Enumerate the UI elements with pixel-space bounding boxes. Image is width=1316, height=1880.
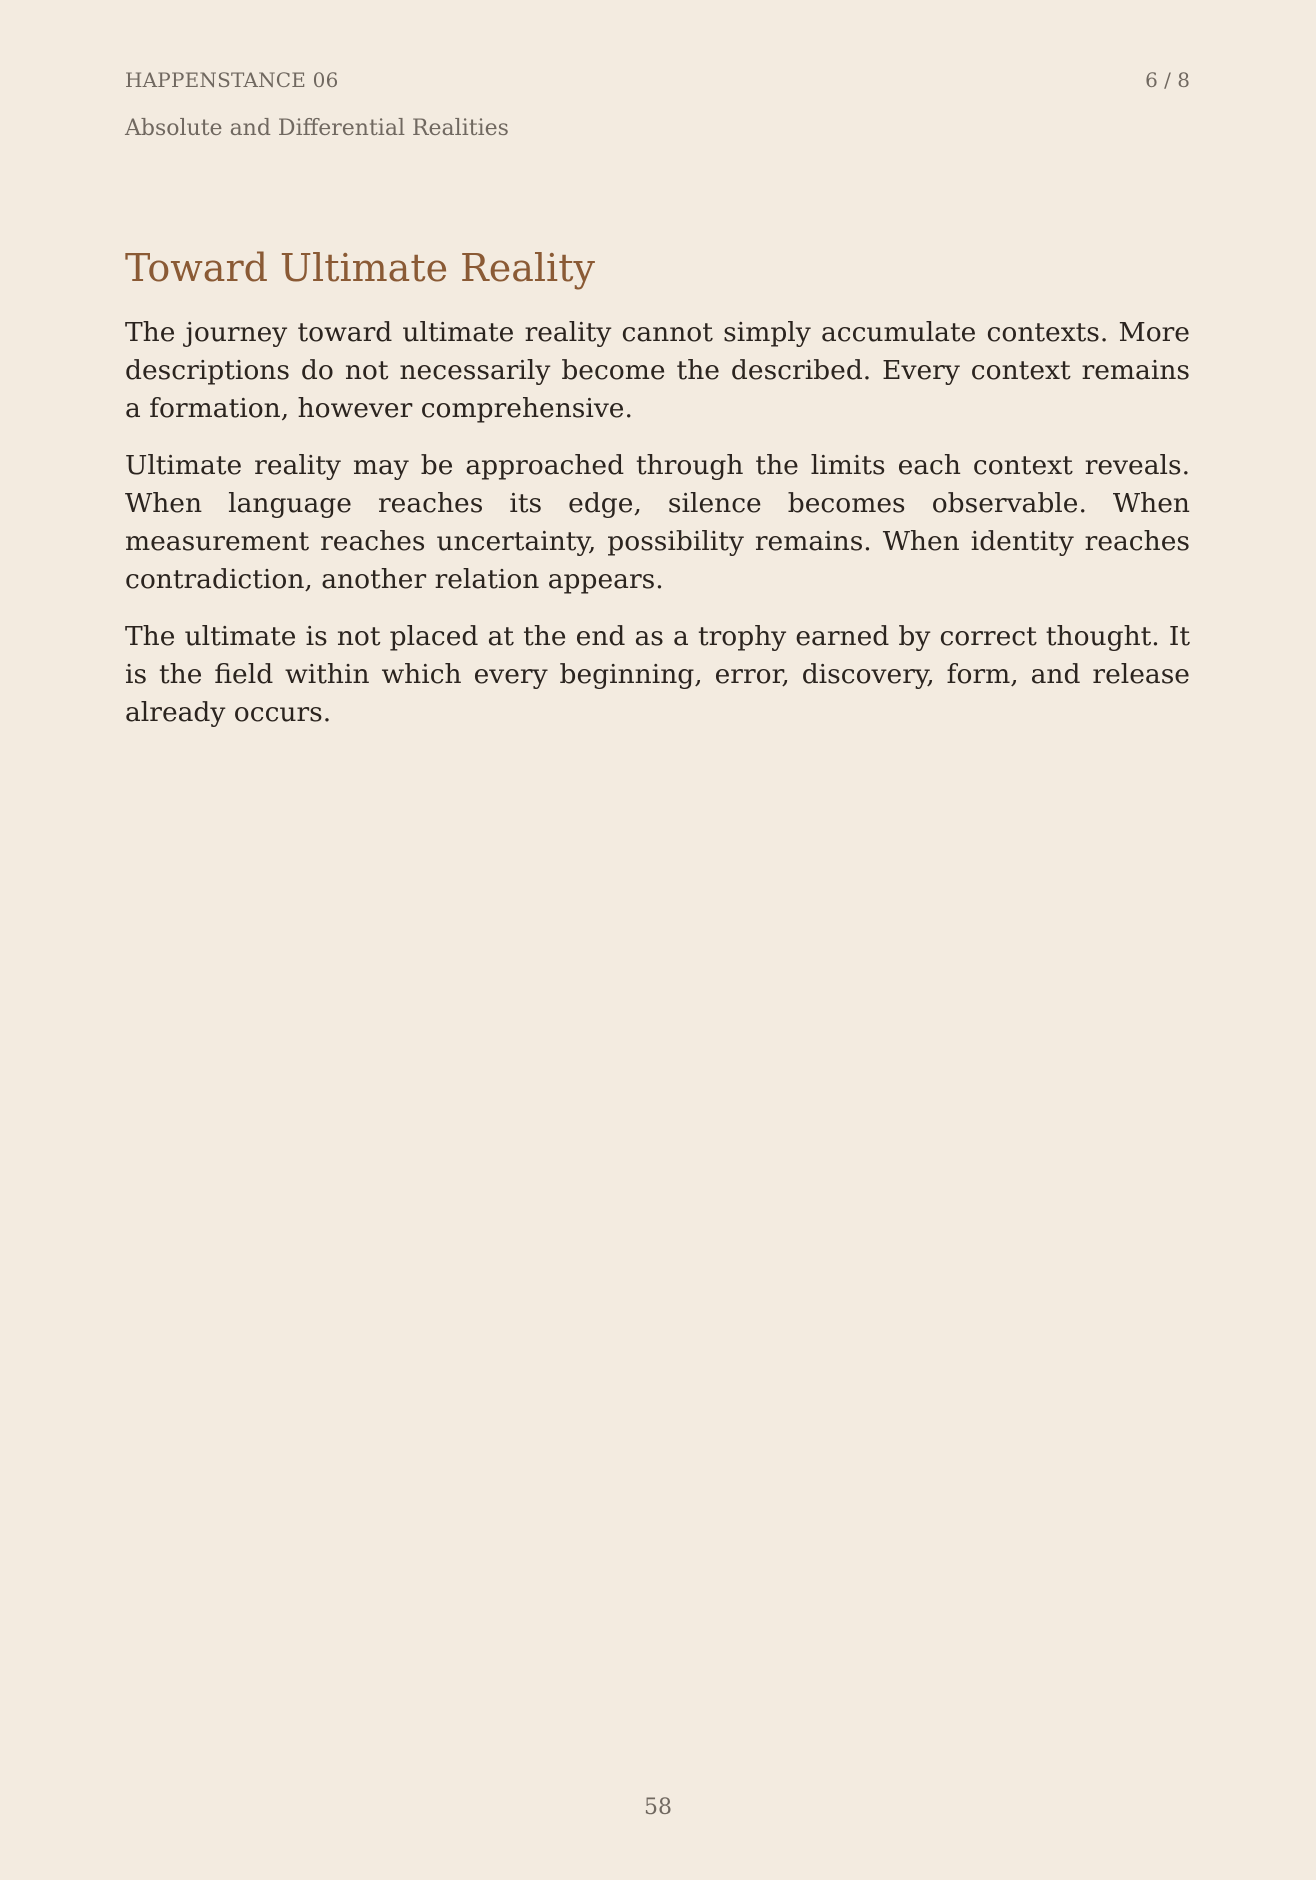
- document-subtitle: Absolute and Differential Realities: [125, 116, 509, 141]
- section-title: Toward Ultimate Reality: [125, 246, 595, 290]
- main-content: [125, 246, 1190, 751]
- page-number: 58: [644, 1795, 672, 1820]
- running-header: [125, 68, 1190, 94]
- series-label: HAPPENSTANCE 06: [125, 68, 339, 92]
- body-paragraph-3: The ultimate is not placed at the end as a trophy earned by correct thought. It is the field within which every beginning, error, discovery, form, and release already occurs.: [125, 620, 1190, 728]
- body-paragraph-2: Ultimate reality may be approached through the limits each context reveals. When language reaches its edge, silence becomes observable. When measurement reaches uncertainty, possibility remains. When identity reaches contradiction, another relation appears.: [125, 449, 1190, 595]
- page-count: 6 / 8: [1145, 68, 1190, 92]
- body-paragraph-1: The journey toward ultimate reality cannot simply accumulate contexts. More descriptions do not necessarily become the described. Every context remains a formation, however comprehensive.: [125, 316, 1190, 424]
